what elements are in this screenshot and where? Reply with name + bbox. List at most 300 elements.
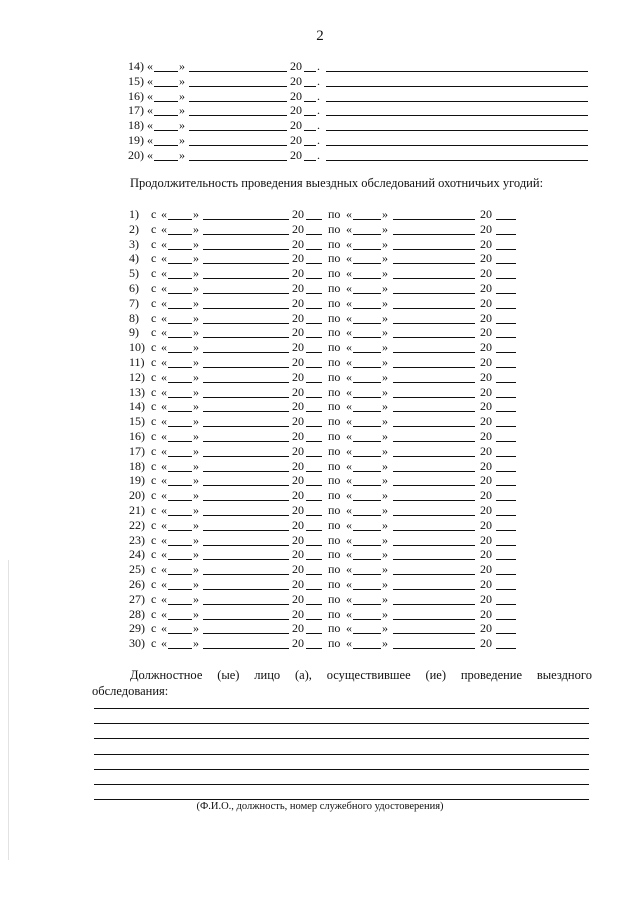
to-day-blank[interactable] bbox=[353, 249, 381, 250]
open-quote: « bbox=[346, 251, 352, 266]
from-word: с bbox=[151, 236, 157, 251]
to-day-blank[interactable] bbox=[353, 500, 381, 501]
day-blank[interactable] bbox=[154, 101, 178, 102]
from-month-blank[interactable] bbox=[203, 471, 289, 472]
from-month-blank[interactable] bbox=[203, 559, 289, 560]
from-month-blank[interactable] bbox=[203, 293, 289, 294]
to-year-blank[interactable] bbox=[496, 352, 516, 353]
from-month-blank[interactable] bbox=[203, 619, 289, 620]
from-year-prefix: 20 bbox=[292, 488, 304, 503]
to-year-blank[interactable] bbox=[496, 515, 516, 516]
from-month-blank[interactable] bbox=[203, 648, 289, 649]
from-month-blank[interactable] bbox=[203, 545, 289, 546]
from-year-blank[interactable] bbox=[306, 426, 322, 427]
to-month-blank[interactable] bbox=[393, 633, 475, 634]
to-month-blank[interactable] bbox=[393, 308, 475, 309]
entry-blank[interactable] bbox=[326, 130, 588, 131]
to-year-prefix: 20 bbox=[480, 221, 492, 236]
to-day-blank[interactable] bbox=[353, 426, 381, 427]
from-day-blank[interactable] bbox=[168, 426, 192, 427]
from-day-blank[interactable] bbox=[168, 293, 192, 294]
to-month-blank[interactable] bbox=[393, 589, 475, 590]
to-month-blank[interactable] bbox=[393, 426, 475, 427]
to-year-prefix: 20 bbox=[480, 325, 492, 340]
close-quote: » bbox=[193, 488, 199, 503]
from-month-blank[interactable] bbox=[203, 219, 289, 220]
to-month-blank[interactable] bbox=[393, 574, 475, 575]
to-word: по bbox=[328, 384, 341, 399]
open-quote: « bbox=[346, 532, 352, 547]
from-day-blank[interactable] bbox=[168, 589, 192, 590]
month-blank[interactable] bbox=[189, 71, 287, 72]
to-word: по bbox=[328, 443, 341, 458]
open-quote: « bbox=[161, 443, 167, 458]
to-year-blank[interactable] bbox=[496, 589, 516, 590]
from-month-blank[interactable] bbox=[203, 633, 289, 634]
to-month-blank[interactable] bbox=[393, 530, 475, 531]
to-month-blank[interactable] bbox=[393, 352, 475, 353]
day-blank[interactable] bbox=[154, 86, 178, 87]
from-day-blank[interactable] bbox=[168, 263, 192, 264]
to-year-blank[interactable] bbox=[496, 441, 516, 442]
entry-blank[interactable] bbox=[326, 86, 588, 87]
duration-row bbox=[0, 473, 640, 488]
from-day-blank[interactable] bbox=[168, 471, 192, 472]
open-quote: « bbox=[147, 59, 153, 73]
from-day-blank[interactable] bbox=[168, 367, 192, 368]
from-word: с bbox=[151, 399, 157, 414]
day-blank[interactable] bbox=[154, 115, 178, 116]
from-month-blank[interactable] bbox=[203, 367, 289, 368]
from-year-blank[interactable] bbox=[306, 589, 322, 590]
to-year-prefix: 20 bbox=[480, 473, 492, 488]
to-day-blank[interactable] bbox=[353, 293, 381, 294]
from-day-blank[interactable] bbox=[168, 441, 192, 442]
day-blank[interactable] bbox=[154, 71, 178, 72]
to-month-blank[interactable] bbox=[393, 382, 475, 383]
from-year-blank[interactable] bbox=[306, 367, 322, 368]
from-month-blank[interactable] bbox=[203, 604, 289, 605]
open-quote: « bbox=[346, 414, 352, 429]
from-year-blank[interactable] bbox=[306, 323, 322, 324]
to-year-blank[interactable] bbox=[496, 530, 516, 531]
close-quote: » bbox=[193, 266, 199, 281]
to-day-blank[interactable] bbox=[353, 485, 381, 486]
to-month-blank[interactable] bbox=[393, 648, 475, 649]
to-day-blank[interactable] bbox=[353, 337, 381, 338]
close-quote: » bbox=[193, 532, 199, 547]
to-month-blank[interactable] bbox=[393, 249, 475, 250]
to-year-blank[interactable] bbox=[496, 323, 516, 324]
from-year-blank[interactable] bbox=[306, 293, 322, 294]
entry-blank[interactable] bbox=[326, 160, 588, 161]
to-year-blank[interactable] bbox=[496, 337, 516, 338]
from-year-blank[interactable] bbox=[306, 515, 322, 516]
to-word: по bbox=[328, 414, 341, 429]
from-day-blank[interactable] bbox=[168, 619, 192, 620]
duration-row bbox=[0, 503, 640, 518]
to-year-blank[interactable] bbox=[496, 456, 516, 457]
from-year-prefix: 20 bbox=[292, 236, 304, 251]
from-day-blank[interactable] bbox=[168, 278, 192, 279]
from-day-blank[interactable] bbox=[168, 234, 192, 235]
to-year-blank[interactable] bbox=[496, 426, 516, 427]
from-year-blank[interactable] bbox=[306, 397, 322, 398]
from-month-blank[interactable] bbox=[203, 234, 289, 235]
year-blank[interactable] bbox=[304, 115, 316, 116]
to-month-blank[interactable] bbox=[393, 293, 475, 294]
from-word: с bbox=[151, 532, 157, 547]
from-year-blank[interactable] bbox=[306, 308, 322, 309]
to-year-prefix: 20 bbox=[480, 384, 492, 399]
to-year-blank[interactable] bbox=[496, 633, 516, 634]
from-year-blank[interactable] bbox=[306, 219, 322, 220]
to-month-blank[interactable] bbox=[393, 545, 475, 546]
to-day-blank[interactable] bbox=[353, 278, 381, 279]
to-day-blank[interactable] bbox=[353, 411, 381, 412]
from-day-blank[interactable] bbox=[168, 604, 192, 605]
to-word: по bbox=[328, 636, 341, 651]
row-number: 20) bbox=[128, 147, 144, 162]
to-word: по bbox=[328, 591, 341, 606]
open-quote: « bbox=[147, 103, 153, 118]
to-year-blank[interactable] bbox=[496, 219, 516, 220]
close-quote: » bbox=[193, 577, 199, 591]
from-year-blank[interactable] bbox=[306, 530, 322, 531]
to-month-blank[interactable] bbox=[393, 323, 475, 324]
to-month-blank[interactable] bbox=[393, 397, 475, 398]
to-word: по bbox=[328, 340, 341, 355]
to-year-blank[interactable] bbox=[496, 249, 516, 250]
to-year-blank[interactable] bbox=[496, 485, 516, 486]
from-year-blank[interactable] bbox=[306, 574, 322, 575]
entry-blank[interactable] bbox=[326, 101, 588, 102]
month-blank[interactable] bbox=[189, 145, 287, 146]
from-word: с bbox=[151, 310, 157, 325]
to-year-blank[interactable] bbox=[496, 367, 516, 368]
from-month-blank[interactable] bbox=[203, 323, 289, 324]
from-month-blank[interactable] bbox=[203, 411, 289, 412]
from-day-blank[interactable] bbox=[168, 515, 192, 516]
duration-row bbox=[0, 488, 640, 503]
from-word: с bbox=[151, 355, 157, 369]
from-day-blank[interactable] bbox=[168, 545, 192, 546]
from-year-blank[interactable] bbox=[306, 648, 322, 649]
from-year-blank[interactable] bbox=[306, 485, 322, 486]
day-blank[interactable] bbox=[154, 145, 178, 146]
to-year-blank[interactable] bbox=[496, 619, 516, 620]
from-day-blank[interactable] bbox=[168, 323, 192, 324]
to-year-prefix: 20 bbox=[480, 621, 492, 636]
row-number: 16) bbox=[128, 88, 144, 103]
open-quote: « bbox=[346, 295, 352, 310]
open-quote: « bbox=[346, 266, 352, 281]
close-quote: » bbox=[382, 310, 388, 325]
from-day-blank[interactable] bbox=[168, 397, 192, 398]
page-number: 2 bbox=[316, 28, 324, 44]
year-blank[interactable] bbox=[304, 86, 316, 87]
to-day-blank[interactable] bbox=[353, 530, 381, 531]
from-year-prefix: 20 bbox=[292, 503, 304, 517]
year-blank[interactable] bbox=[304, 71, 316, 72]
from-year-blank[interactable] bbox=[306, 619, 322, 620]
to-day-blank[interactable] bbox=[353, 589, 381, 590]
to-year-blank[interactable] bbox=[496, 308, 516, 309]
from-month-blank[interactable] bbox=[203, 352, 289, 353]
to-year-blank[interactable] bbox=[496, 648, 516, 649]
from-day-blank[interactable] bbox=[168, 633, 192, 634]
to-month-blank[interactable] bbox=[393, 337, 475, 338]
month-blank[interactable] bbox=[189, 130, 287, 131]
from-month-blank[interactable] bbox=[203, 278, 289, 279]
from-year-prefix: 20 bbox=[292, 251, 304, 266]
from-year-blank[interactable] bbox=[306, 249, 322, 250]
from-day-blank[interactable] bbox=[168, 456, 192, 457]
to-month-blank[interactable] bbox=[393, 485, 475, 486]
to-day-blank[interactable] bbox=[353, 574, 381, 575]
from-month-blank[interactable] bbox=[203, 515, 289, 516]
year-blank[interactable] bbox=[304, 160, 316, 161]
from-year-prefix: 20 bbox=[292, 473, 304, 488]
from-month-blank[interactable] bbox=[203, 263, 289, 264]
from-year-prefix: 20 bbox=[292, 384, 304, 399]
to-year-blank[interactable] bbox=[496, 471, 516, 472]
from-year-blank[interactable] bbox=[306, 234, 322, 235]
to-year-blank[interactable] bbox=[496, 604, 516, 605]
from-year-blank[interactable] bbox=[306, 352, 322, 353]
to-month-blank[interactable] bbox=[393, 515, 475, 516]
duration-row bbox=[0, 533, 640, 548]
close-quote: » bbox=[179, 103, 185, 118]
row-number: 8) bbox=[129, 310, 139, 325]
open-quote: « bbox=[161, 399, 167, 414]
from-day-blank[interactable] bbox=[168, 530, 192, 531]
from-month-blank[interactable] bbox=[203, 574, 289, 575]
from-year-blank[interactable] bbox=[306, 604, 322, 605]
close-quote: » bbox=[193, 325, 199, 340]
to-year-blank[interactable] bbox=[496, 545, 516, 546]
year-prefix: 20 bbox=[290, 133, 302, 147]
from-day-blank[interactable] bbox=[168, 337, 192, 338]
from-year-blank[interactable] bbox=[306, 456, 322, 457]
to-day-blank[interactable] bbox=[353, 619, 381, 620]
from-year-blank[interactable] bbox=[306, 263, 322, 264]
from-month-blank[interactable] bbox=[203, 426, 289, 427]
year-prefix: 20 bbox=[290, 59, 302, 73]
from-year-prefix: 20 bbox=[292, 429, 304, 443]
from-year-blank[interactable] bbox=[306, 633, 322, 634]
from-year-blank[interactable] bbox=[306, 471, 322, 472]
year-prefix: 20 bbox=[290, 118, 302, 133]
official-fill-line[interactable] bbox=[94, 723, 589, 724]
to-day-blank[interactable] bbox=[353, 323, 381, 324]
date-row bbox=[0, 89, 640, 104]
from-year-blank[interactable] bbox=[306, 545, 322, 546]
entry-blank[interactable] bbox=[326, 71, 588, 72]
official-fill-line[interactable] bbox=[94, 738, 589, 739]
year-blank[interactable] bbox=[304, 101, 316, 102]
from-day-blank[interactable] bbox=[168, 411, 192, 412]
from-year-blank[interactable] bbox=[306, 559, 322, 560]
open-quote: « bbox=[346, 562, 352, 577]
day-blank[interactable] bbox=[154, 130, 178, 131]
day-blank[interactable] bbox=[154, 160, 178, 161]
from-year-blank[interactable] bbox=[306, 382, 322, 383]
from-month-blank[interactable] bbox=[203, 308, 289, 309]
to-word: по bbox=[328, 399, 341, 414]
month-blank[interactable] bbox=[189, 101, 287, 102]
from-word: с bbox=[151, 517, 157, 532]
to-day-blank[interactable] bbox=[353, 397, 381, 398]
from-word: с bbox=[151, 266, 157, 281]
from-day-blank[interactable] bbox=[168, 352, 192, 353]
official-fill-line[interactable] bbox=[94, 784, 589, 785]
open-quote: « bbox=[161, 340, 167, 355]
to-day-blank[interactable] bbox=[353, 367, 381, 368]
entry-blank[interactable] bbox=[326, 145, 588, 146]
open-quote: « bbox=[346, 458, 352, 473]
to-month-blank[interactable] bbox=[393, 234, 475, 235]
from-day-blank[interactable] bbox=[168, 559, 192, 560]
to-month-blank[interactable] bbox=[393, 471, 475, 472]
row-number: 18) bbox=[128, 118, 144, 133]
to-month-blank[interactable] bbox=[393, 263, 475, 264]
to-year-blank[interactable] bbox=[496, 411, 516, 412]
from-month-blank[interactable] bbox=[203, 382, 289, 383]
to-year-blank[interactable] bbox=[496, 234, 516, 235]
to-day-blank[interactable] bbox=[353, 234, 381, 235]
close-quote: » bbox=[193, 503, 199, 517]
to-month-blank[interactable] bbox=[393, 278, 475, 279]
open-quote: « bbox=[346, 429, 352, 443]
to-year-blank[interactable] bbox=[496, 278, 516, 279]
to-day-blank[interactable] bbox=[353, 308, 381, 309]
to-month-blank[interactable] bbox=[393, 219, 475, 220]
from-year-blank[interactable] bbox=[306, 278, 322, 279]
close-quote: » bbox=[382, 266, 388, 281]
from-day-blank[interactable] bbox=[168, 500, 192, 501]
to-year-blank[interactable] bbox=[496, 382, 516, 383]
from-day-blank[interactable] bbox=[168, 308, 192, 309]
to-month-blank[interactable] bbox=[393, 367, 475, 368]
close-quote: » bbox=[382, 547, 388, 562]
to-day-blank[interactable] bbox=[353, 545, 381, 546]
to-year-blank[interactable] bbox=[496, 500, 516, 501]
from-year-prefix: 20 bbox=[292, 517, 304, 532]
from-month-blank[interactable] bbox=[203, 589, 289, 590]
open-quote: « bbox=[147, 118, 153, 133]
duration-row bbox=[0, 355, 640, 370]
to-day-blank[interactable] bbox=[353, 352, 381, 353]
from-month-blank[interactable] bbox=[203, 249, 289, 250]
from-day-blank[interactable] bbox=[168, 219, 192, 220]
year-blank[interactable] bbox=[304, 145, 316, 146]
from-month-blank[interactable] bbox=[203, 456, 289, 457]
year-blank[interactable] bbox=[304, 130, 316, 131]
from-day-blank[interactable] bbox=[168, 249, 192, 250]
open-quote: « bbox=[161, 295, 167, 310]
row-number: 30) bbox=[129, 636, 145, 651]
from-day-blank[interactable] bbox=[168, 574, 192, 575]
to-word: по bbox=[328, 547, 341, 562]
from-year-prefix: 20 bbox=[292, 295, 304, 310]
row-number: 18) bbox=[129, 458, 145, 473]
from-day-blank[interactable] bbox=[168, 485, 192, 486]
to-year-blank[interactable] bbox=[496, 559, 516, 560]
to-day-blank[interactable] bbox=[353, 219, 381, 220]
to-day-blank[interactable] bbox=[353, 382, 381, 383]
from-year-prefix: 20 bbox=[292, 266, 304, 281]
row-number: 14) bbox=[128, 59, 144, 73]
to-day-blank[interactable] bbox=[353, 263, 381, 264]
to-day-blank[interactable] bbox=[353, 471, 381, 472]
entry-blank[interactable] bbox=[326, 115, 588, 116]
from-day-blank[interactable] bbox=[168, 382, 192, 383]
to-month-blank[interactable] bbox=[393, 411, 475, 412]
close-quote: » bbox=[382, 251, 388, 266]
to-month-blank[interactable] bbox=[393, 500, 475, 501]
from-year-blank[interactable] bbox=[306, 441, 322, 442]
from-year-blank[interactable] bbox=[306, 337, 322, 338]
open-quote: « bbox=[346, 443, 352, 458]
close-quote: » bbox=[193, 399, 199, 414]
to-year-blank[interactable] bbox=[496, 574, 516, 575]
to-year-blank[interactable] bbox=[496, 397, 516, 398]
to-year-blank[interactable] bbox=[496, 293, 516, 294]
to-day-blank[interactable] bbox=[353, 515, 381, 516]
open-quote: « bbox=[346, 221, 352, 236]
from-day-blank[interactable] bbox=[168, 648, 192, 649]
open-quote: « bbox=[346, 473, 352, 488]
to-day-blank[interactable] bbox=[353, 456, 381, 457]
month-blank[interactable] bbox=[189, 160, 287, 161]
to-month-blank[interactable] bbox=[393, 559, 475, 560]
to-month-blank[interactable] bbox=[393, 441, 475, 442]
open-quote: « bbox=[161, 281, 167, 295]
open-quote: « bbox=[346, 399, 352, 414]
from-month-blank[interactable] bbox=[203, 530, 289, 531]
from-month-blank[interactable] bbox=[203, 485, 289, 486]
to-month-blank[interactable] bbox=[393, 456, 475, 457]
month-blank[interactable] bbox=[189, 86, 287, 87]
official-fill-line[interactable] bbox=[94, 754, 589, 755]
month-blank[interactable] bbox=[189, 115, 287, 116]
to-year-prefix: 20 bbox=[480, 207, 492, 221]
open-quote: « bbox=[161, 488, 167, 503]
to-day-blank[interactable] bbox=[353, 648, 381, 649]
to-month-blank[interactable] bbox=[393, 604, 475, 605]
from-month-blank[interactable] bbox=[203, 397, 289, 398]
from-year-blank[interactable] bbox=[306, 411, 322, 412]
to-year-blank[interactable] bbox=[496, 263, 516, 264]
to-day-blank[interactable] bbox=[353, 441, 381, 442]
from-year-blank[interactable] bbox=[306, 500, 322, 501]
to-day-blank[interactable] bbox=[353, 559, 381, 560]
to-day-blank[interactable] bbox=[353, 604, 381, 605]
to-year-prefix: 20 bbox=[480, 606, 492, 621]
close-quote: » bbox=[382, 295, 388, 310]
official-fill-line[interactable] bbox=[94, 769, 589, 770]
from-month-blank[interactable] bbox=[203, 441, 289, 442]
to-month-blank[interactable] bbox=[393, 619, 475, 620]
to-year-prefix: 20 bbox=[480, 266, 492, 281]
official-word: (ые) bbox=[217, 668, 240, 682]
from-month-blank[interactable] bbox=[203, 500, 289, 501]
to-day-blank[interactable] bbox=[353, 633, 381, 634]
official-fill-line[interactable] bbox=[94, 708, 589, 709]
open-quote: « bbox=[147, 147, 153, 162]
from-month-blank[interactable] bbox=[203, 337, 289, 338]
